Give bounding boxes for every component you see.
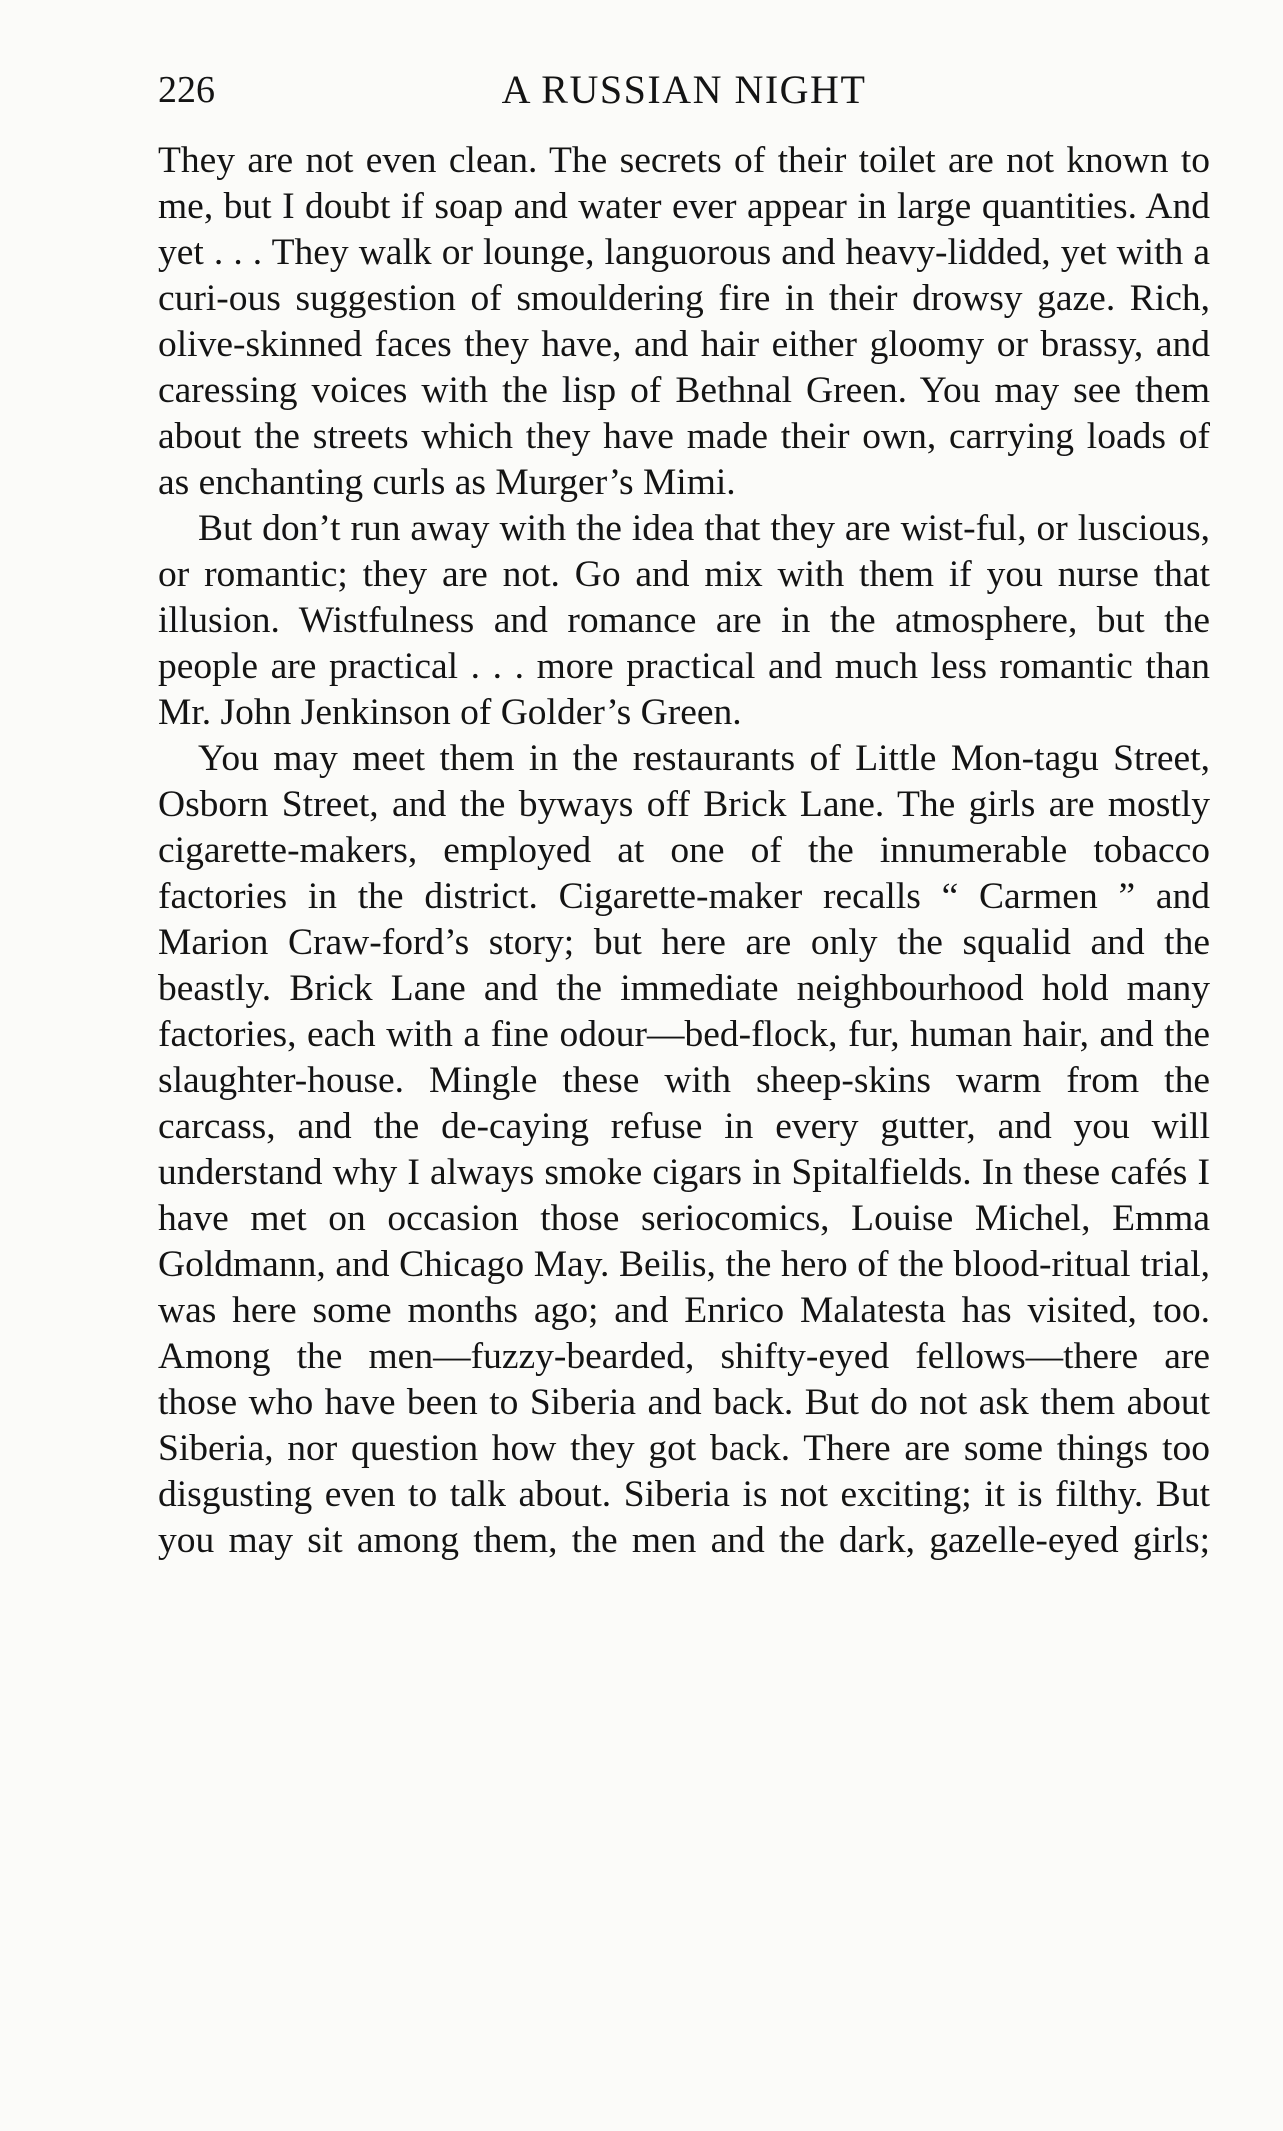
body-text — [158, 138, 1210, 1564]
paragraph-1: They are not even clean. The secrets of their toilet are not known to me, but I doubt if soap and water ever appear in large quantities. And yet . . . They walk or lounge, languorous and heavy-lidded, yet with a curi-ous suggestion of smouldering fire in their drowsy gaze. Rich, olive-skinned faces they have, and hair either gloomy or brassy, and caressing voices with the lisp of Bethnal Green. You may see them about the streets which they have made their own, carrying loads of as enchanting curls as Murger’s Mimi. — [158, 140, 1210, 503]
paragraph-3: You may meet them in the restaurants of Little Mon-tagu Street, Osborn Street, and the byways off Brick Lane. The girls are mostly cigarette-makers, employed at one of the innumerable tobacco factories in the district. Cigarette-maker recalls “ Carmen ” and Marion Craw-ford’s story; but here are only the squalid and the beastly. Brick Lane and the immediate neighbourhood hold many factories, each with a fine odour—bed-flock, fur, human hair, and the slaughter-house. Mingle these with sheep-skins warm from the carcass, and the de-caying refuse in every gutter, and you will understand why I always smoke cigars in Spitalfields. In these cafés I have met on occasion those seriocomics, Louise Michel, Emma Goldmann, and Chicago May. Beilis, the hero of the blood-ritual trial, was here some months ago; and Enrico Malatesta has visited, too. Among the men—fuzzy-bearded, shifty-eyed fellows—there are those who have been to Siberia and back. But do not ask them about Siberia, nor question how they got back. There are some things too disgusting even to talk about. Siberia is not exciting; it is filthy. But you may sit among them, the men and the dark, gazelle-eyed girls; — [158, 738, 1210, 1561]
page-number: 226 — [158, 69, 215, 111]
running-head — [158, 62, 1210, 118]
paragraph-2: But don’t run away with the idea that they are wist-ful, or luscious, or romantic; they are not. Go and mix with them if you nurse that illusion. Wistfulness and romance are in the atmosphere, but the people are practical . . . more practical and much less romantic than Mr. John Jenkinson of Golder’s Green. — [158, 508, 1210, 733]
running-title: A RUSSIAN NIGHT — [501, 67, 867, 112]
